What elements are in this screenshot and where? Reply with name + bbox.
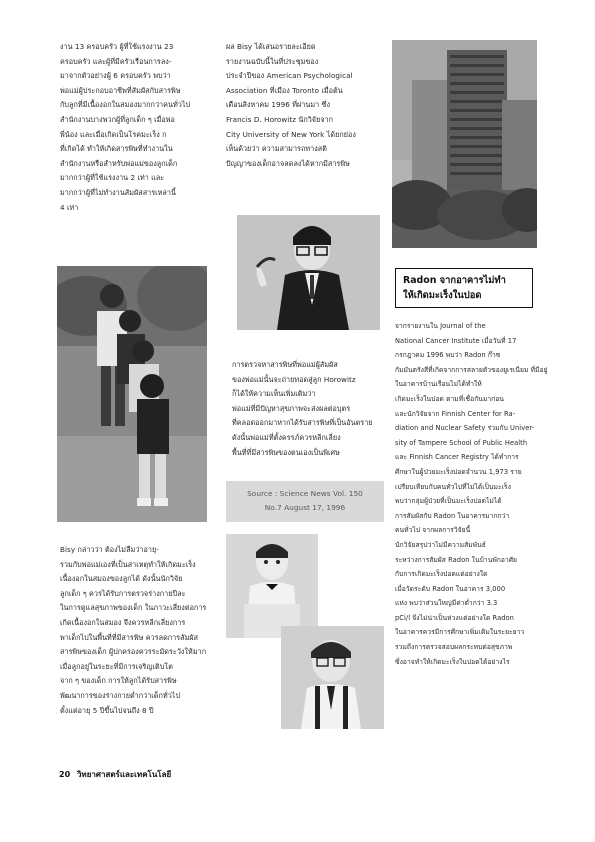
source-citation-line-1: Source : Science News Vol. 150	[247, 489, 363, 498]
toddler-photo	[226, 534, 318, 638]
radon-section-heading	[395, 268, 533, 308]
children-group-photo	[57, 266, 207, 522]
office-building-photo	[392, 40, 537, 248]
source-citation-box	[226, 481, 384, 522]
middle-column-top-text: ผล Bisy ได้เสนอรายละเอียด รายงานฉบับนี้ในที่ประชุมของ ประจำปีของ American Psychological Association ที่เมือง Toronto เมื่อต้น เดือนสิงหาคม 1996 ที่ผ่านมา ซึ่ง Francis D. Horowitz นักวิจัยจาก City University of New York ได้ยกย่อง เห็นด้วยว่า ความสามารถทางสติ ปัญญาของเด็กอาจลดลงได้หากมีสารพิษ	[226, 42, 356, 168]
left-column-bottom-text: Bisy กล่าวว่า ต้องไม่ลืมว่าอายุ- รวมกับพ่อแม่เองที่เป็นสาเหตุทำให้เกิดมะเร็ง เนื้องอกในสมองของลูกได้ ดังนั้นนักวิจัย ลูกเด็ก ๆ ควรได้รับการตรวจร่างกายปีละ ในการดูแลสุขภาพของเด็ก ในภาวะเสี่ยงต่อการ เกิดเนื้องอกในสมอง จึงควรหลีกเลี่ยงการ พาเด็กไปในพื้นที่ที่มีสารพิษ ควรลดการสัมผัส สารพิษของเด็ก ผู้ปกครองควรระมัดระวังให้มาก เมื่อลูกอยู่ในระยะที่มีการเจริญเติบโต จาก ๆ ของเด็ก การให้ลูกได้รับสารพิษ พัฒนาการของร่างกายต่ำกว่าเด็กทั่วไป ตั้งแต่อายุ 5 ปีขึ้นไปจนถึง 8 ปี	[60, 545, 207, 715]
page-footer	[59, 768, 171, 781]
magazine-name: วิทยาศาสตร์และเทคโนโลยี	[76, 770, 172, 779]
left-column-top-text: งาน 13 ครอบครัว ผู้ที่ใช้แรงงาน 23 ครอบครัว และผู้ที่มีครัวเรือนการลง- มาจากตัวอย่างผู้ 6 ครอบครัว พบว่า พ่อแม่ผู้ประกอบอาชีพที่สัมผัสกับสารพิษ กับลูกที่มีเนื้องอกในสมองมากกว่าคนทั่วไป สำนักงานบางพวกผู้ที่ลูกเด็ก ๆ เมื่อพ่อ พี่น้อง และเมื่อเกิดเป็นโรคมะเร็ง ก ที่เกิดได้ ทำให้เกิดสารพิษที่ทำงานใน สำนักงานหรือสำหรับพ่อแม่ของลูกเด็ก มากกว่าผู้ที่ใช้แรงงาน 2 เท่า และ มากกว่าผู้ที่ไม่ทำงานสัมผัสสารเหล่านี้ 4 เท่า	[60, 42, 191, 212]
page-number: 20	[59, 770, 71, 779]
middle-column-mid-text: การตรวจหาสารพิษที่พ่อแม่ผู้สัมผัส ของพ่อแม่นั้นจะถ่ายทอดสู่ลูก Horowitz ก็ได้ให้ความเห็นเพิ่มเติมว่า พ่อแม่ที่มีปัญหาสุขภาพจะส่งผลต่อบุตร ที่คลอดออกมาหากได้รับสารพิษที่เป็นอันตราย ดังนั้นพ่อแม่ที่ตั้งครรภ์ควรหลีกเลี่ยง พื้นที่ที่มีสารพิษของตนเองเป็นพิเศษ	[232, 360, 373, 457]
radon-article-text: จากรายงานใน Journal of the National Cancer Institute เมื่อวันที่ 17 กรกฎาคม 1996 พบว่า Radon ก๊าซ กัมมันตรังสีที่เกิดจากการสลายตัวของยูเรเนียม ที่มีอยู่ ในอาคารบ้านเรือนไม่ได้ทำให้ เกิดมะเร็งในปอด ตามที่เชื่อกันมาก่อน และนักวิจัยจาก Finnish Center for Ra- diation and Nuclear Safety ร่วมกับ Univer- sity of Tampere School of Public Health และ Finnish Cancer Registry ได้ทำการ ศึกษาในผู้ป่วยมะเร็งปอดจำนวน 1,973 ราย เปรียบเทียบกับคนทั่วไปที่ไม่ได้เป็นมะเร็ง พบว่ากลุ่มผู้ป่วยที่เป็นมะเร็งปอดไม่ได้ การสัมผัสกับ Radon ในอาคารมากกว่า คนทั่วไป จากผลการวิจัยนี้ นักวิจัยสรุปว่าไม่มีความสัมพันธ์ ระหว่างการสัมผัส Radon ในบ้านพักอาศัย กับการเกิดมะเร็งปอดแต่อย่างใด เมื่อวัดระดับ Radon ในอาคาร 3,000 แห่ง พบว่าส่วนใหญ่มีค่าต่ำกว่า 3.3 pCi/l จึงไม่น่าเป็นห่วงแต่อย่างใด Radon ในอาคารควรมีการศึกษาเพิ่มเติมในระยะยาว รวมถึงการตรวจสอบผลกระทบต่อสุขภาพ ซึ่งอาจทำให้เกิดมะเร็งในปอดได้อย่างไร	[395, 322, 548, 666]
boy-suspenders-photo	[281, 626, 384, 729]
source-citation-line-2: No.7 August 17, 1996	[264, 503, 346, 512]
boy-glasses-photo	[237, 215, 380, 330]
radon-heading-line-2: ให้เกิดมะเร็งในปอด	[403, 290, 482, 301]
radon-heading-line-1: Radon จากอาคารไม่ทำ	[403, 275, 506, 286]
